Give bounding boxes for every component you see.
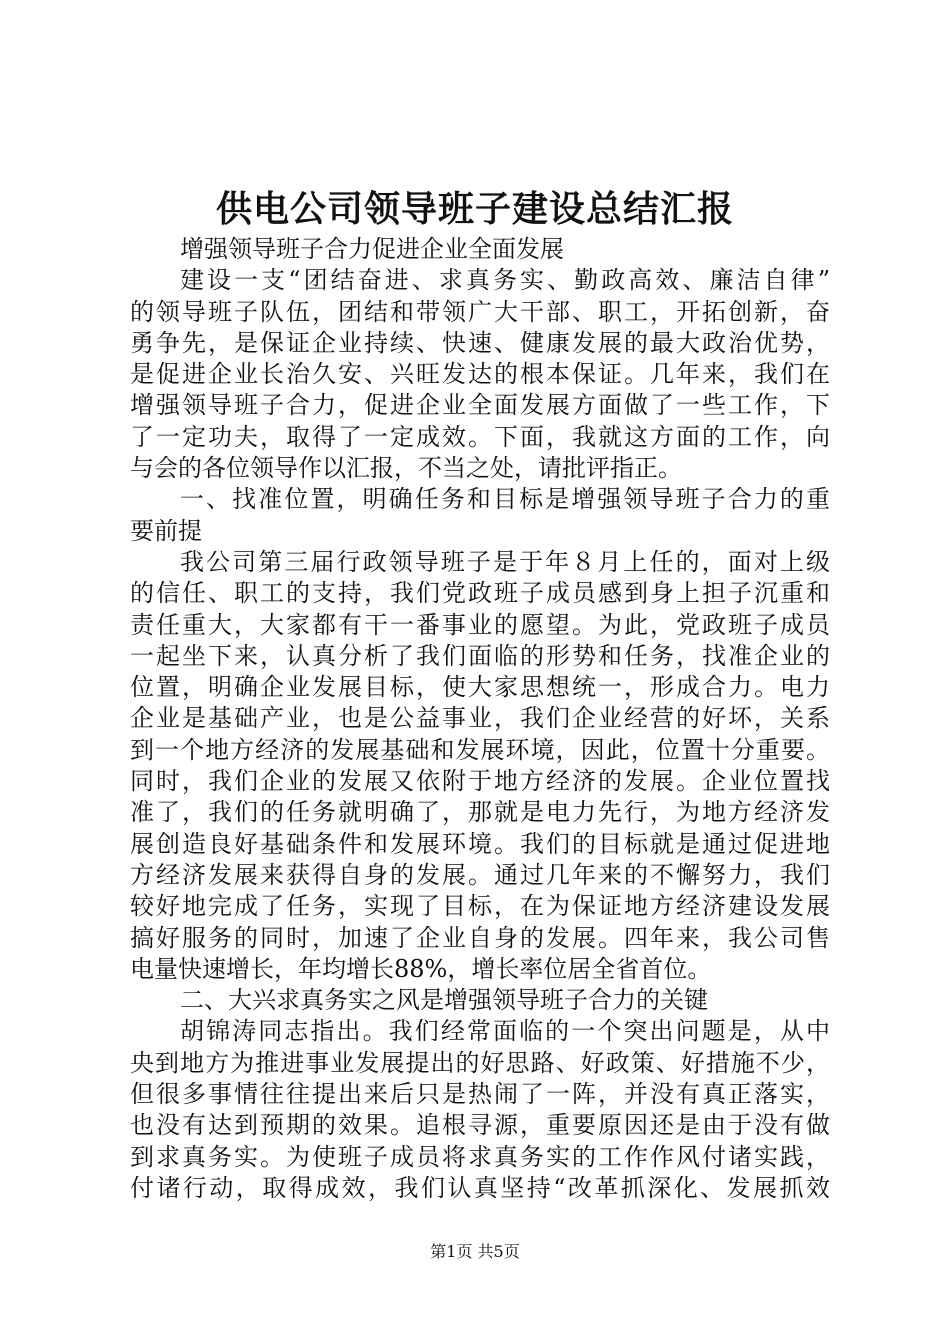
body-line: 到一个地方经济的发展基础和发展环境，因此，位置十分重要。 <box>130 735 830 764</box>
body-line: 责任重大，大家都有干一番事业的愿望。为此，党政班子成员 <box>130 610 830 639</box>
body-line: 电量快速增长，年均增长88%，增长率位居全省首位。 <box>130 954 712 983</box>
body-line: 建设一支“团结奋进、求真务实、勤政高效、廉洁自律” <box>180 266 830 295</box>
body-line: 央到地方为推进事业发展提出的好思路、好政策、好措施不少， <box>130 1048 830 1077</box>
body-line: 但很多事情往往提出来后只是热闹了一阵，并没有真正落实， <box>130 1080 830 1109</box>
body-line: 也没有达到预期的效果。追根寻源，重要原因还是由于没有做 <box>130 1111 830 1140</box>
body-line: 胡锦涛同志指出。我们经常面临的一个突出问题是，从中 <box>180 1017 830 1046</box>
body-line: 要前提 <box>130 516 202 545</box>
body-line: 搞好服务的同时，加速了企业自身的发展。四年来，我公司售 <box>130 923 830 952</box>
body-line: 位置，明确企业发展目标，使大家思想统一，形成合力。电力 <box>130 673 830 702</box>
body-line: 增强领导班子合力，促进企业全面发展方面做了一些工作，下 <box>130 391 830 420</box>
body-line: 准了，我们的任务就明确了，那就是电力先行，为地方经济发 <box>130 798 830 827</box>
body-line: 勇争先，是保证企业持续、快速、健康发展的最大政治优势， <box>130 328 830 357</box>
body-line: 了一定功夫，取得了一定成效。下面，我就这方面的工作，向 <box>130 422 830 451</box>
body-line: 二、大兴求真务实之风是增强领导班子合力的关键 <box>180 986 708 1015</box>
body-line: 到求真务实。为使班子成员将求真务实的工作作风付诸实践， <box>130 1142 830 1171</box>
body-line: 同时，我们企业的发展又依附于地方经济的发展。企业位置找 <box>130 767 830 796</box>
body-line: 增强领导班子合力促进企业全面发展 <box>180 235 564 263</box>
body-line: 方经济发展来获得自身的发展。通过几年来的不懈努力，我们 <box>130 860 830 889</box>
body-line: 与会的各位领导作以汇报，不当之处，请批评指正。 <box>130 454 682 483</box>
page-number-footer: 第1页 共5页 <box>430 1242 520 1261</box>
body-line: 的信任、职工的支持，我们党政班子成员感到身上担子沉重和 <box>130 579 830 608</box>
document-title: 供电公司领导班子建设总结汇报 <box>215 188 734 230</box>
body-line: 较好地完成了任务，实现了目标，在为保证地方经济建设发展 <box>130 892 830 921</box>
document-body <box>130 234 830 1204</box>
body-line: 一起坐下来，认真分析了我们面临的形势和任务，找准企业的 <box>130 641 830 670</box>
body-line: 的领导班子队伍，团结和带领广大干部、职工，开拓创新，奋 <box>130 297 830 326</box>
body-line: 一、找准位置，明确任务和目标是增强领导班子合力的重 <box>180 485 830 514</box>
body-line: 展创造良好基础条件和发展环境。我们的目标就是通过促进地 <box>130 829 830 858</box>
body-line: 是促进企业长治久安、兴旺发达的根本保证。几年来，我们在 <box>130 360 830 389</box>
body-line: 企业是基础产业，也是公益事业，我们企业经营的好坏，关系 <box>130 704 830 733</box>
body-line: 我公司第三届行政领导班子是于年８月上任的，面对上级 <box>180 547 830 576</box>
body-line: 付诸行动，取得成效，我们认真坚持“改革抓深化、发展抓效 <box>130 1173 830 1202</box>
